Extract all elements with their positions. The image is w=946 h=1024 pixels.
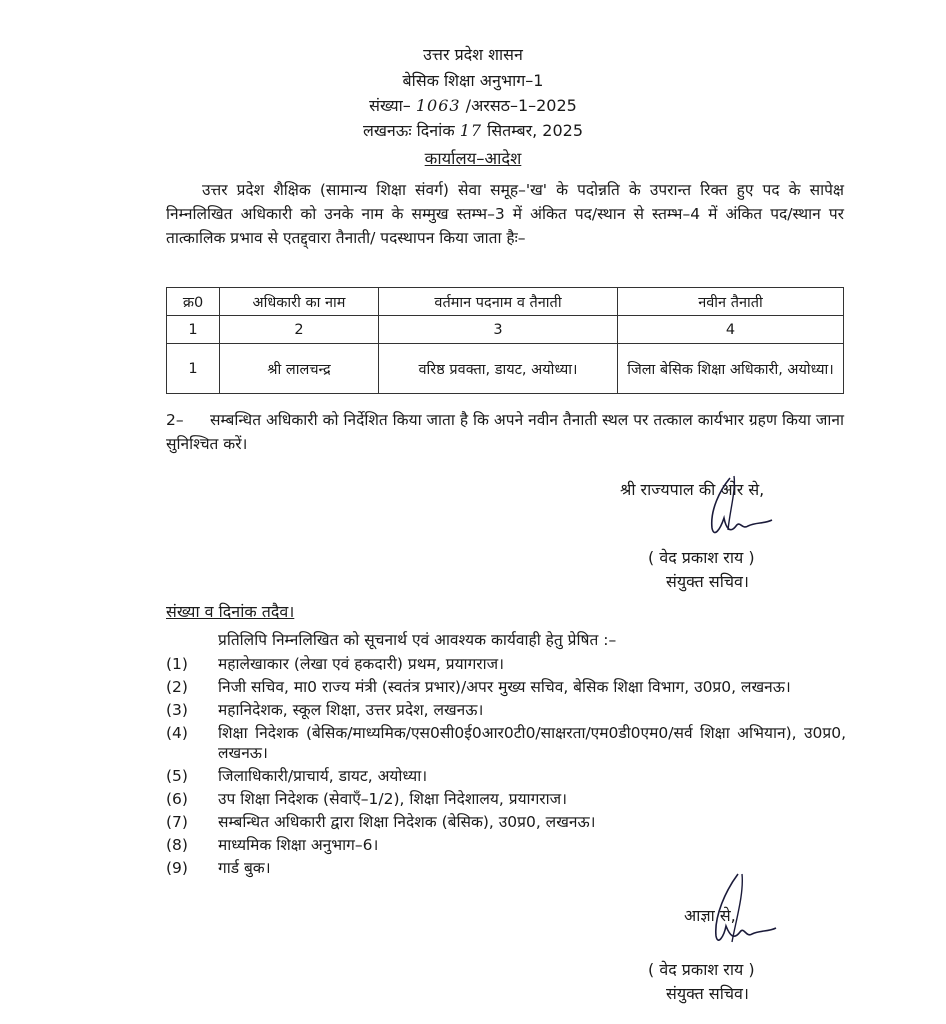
copy-intro: प्रतिलिपि निम्नलिखित को सूचनार्थ एवं आवश्यक कार्यवाही हेतु प्रेषित :–	[218, 631, 617, 649]
number-handwritten: 1063	[415, 96, 461, 115]
signatory-name: ( वेद प्रकाश राय )	[648, 548, 755, 567]
order-number	[0, 95, 946, 117]
table-cell: 3	[379, 316, 618, 344]
table-cell: 1	[167, 344, 220, 394]
date-handwritten: 17	[459, 121, 483, 140]
table-header: अधिकारी का नाम	[220, 288, 379, 316]
table-cell: वरिष्ठ प्रवक्ता, डायट, अयोध्या।	[379, 344, 618, 394]
list-item: (8) माध्यमिक शिक्षा अनुभाग–6।	[166, 836, 379, 854]
list-item: (7) सम्बन्धित अधिकारी द्वारा शिक्षा निदेशक (बेसिक), उ0प्र0, लखनऊ।	[166, 813, 596, 831]
paragraph-number: 2–	[166, 411, 184, 429]
date-suffix: सितम्बर, 2025	[487, 121, 584, 140]
govt-name: उत्तर प्रदेश शासन	[423, 45, 523, 64]
table-header: क्र0	[167, 288, 220, 316]
list-item: (1) महालेखाकार (लेखा एवं हकदारी) प्रथम, प्रयागराज।	[166, 655, 505, 673]
order-date	[0, 120, 946, 142]
table-header: वर्तमान पदनाम व तैनाती	[379, 288, 618, 316]
table-header: नवीन तैनाती	[618, 288, 844, 316]
copy-list	[166, 654, 846, 881]
table-row	[167, 344, 844, 394]
body-paragraph-2	[166, 408, 844, 456]
signatory-designation: संयुक्त सचिव।	[666, 572, 749, 591]
body-paragraph-2-text: सम्बन्धित अधिकारी को निर्देशित किया जाता है कि अपने नवीन तैनाती स्थल पर तत्काल कार्यभार ग्रहण किया जाना सुनिश्चित करें।	[166, 411, 844, 453]
body-paragraph-1-text: उत्तर प्रदेश शैक्षिक (सामान्य शिक्षा संवर्ग) सेवा समूह–'ख' के पदोन्नति के उपरान्त रिक्त हुए पद के सापेक्ष निम्नलिखित अधिकारी को उनके नाम के सम्मुख स्तम्भ–3 में अंकित पद/स्थान से स्तम्भ–4 में अंकित पद/स्थान पर तात्कालिक प्रभाव से एतद्द्वारा तैनाती/ पदस्थापन किया जाता हैः–	[166, 181, 844, 247]
signature-1	[690, 470, 780, 550]
list-item: (4) शिक्षा निदेशक (बेसिक/माध्यमिक/एस0सी0ई0आर0टी0/साक्षरता/एम0डी0एम0/सर्व शिक्षा अभियान), उ0प्र0, लखनऊ।	[166, 724, 846, 762]
copy-heading: संख्या व दिनांक तदैव।	[166, 602, 295, 621]
list-item: (9) गार्ड बुक।	[166, 859, 271, 877]
number-prefix: संख्या–	[369, 96, 411, 115]
date-prefix: लखनऊः दिनांक	[362, 121, 455, 140]
signatory-designation: संयुक्त सचिव।	[666, 984, 749, 1003]
number-suffix: /अरसठ–1–2025	[465, 96, 577, 115]
posting-table	[166, 287, 844, 394]
table-number-row	[167, 316, 844, 344]
list-item: (6) उप शिक्षा निदेशक (सेवाएँ–1/2), शिक्षा निदेशालय, प्रयागराज।	[166, 790, 568, 808]
order-line: आज्ञा से,	[684, 906, 736, 925]
signatory-name: ( वेद प्रकाश राय )	[648, 960, 755, 979]
table-cell: 4	[618, 316, 844, 344]
section-name: बेसिक शिक्षा अनुभाग–1	[402, 71, 544, 90]
document-title: कार्यालय–आदेश	[424, 149, 522, 168]
on-behalf-line: श्री राज्यपाल की ओर से,	[620, 480, 765, 499]
table-cell: 1	[167, 316, 220, 344]
table-cell: 2	[220, 316, 379, 344]
body-paragraph-1	[166, 178, 844, 250]
list-item: (2) निजी सचिव, मा0 राज्य मंत्री (स्वतंत्र प्रभार)/अपर मुख्य सचिव, बेसिक शिक्षा विभाग, उ0प्र0, लखनऊ।	[166, 678, 791, 696]
table-cell: जिला बेसिक शिक्षा अधिकारी, अयोध्या।	[618, 344, 844, 394]
list-item: (3) महानिदेशक, स्कूल शिक्षा, उत्तर प्रदेश, लखनऊ।	[166, 701, 484, 719]
table-cell: श्री लालचन्द्र	[220, 344, 379, 394]
table-header-row	[167, 288, 844, 316]
list-item: (5) जिलाधिकारी/प्राचार्य, डायट, अयोध्या।	[166, 767, 428, 785]
